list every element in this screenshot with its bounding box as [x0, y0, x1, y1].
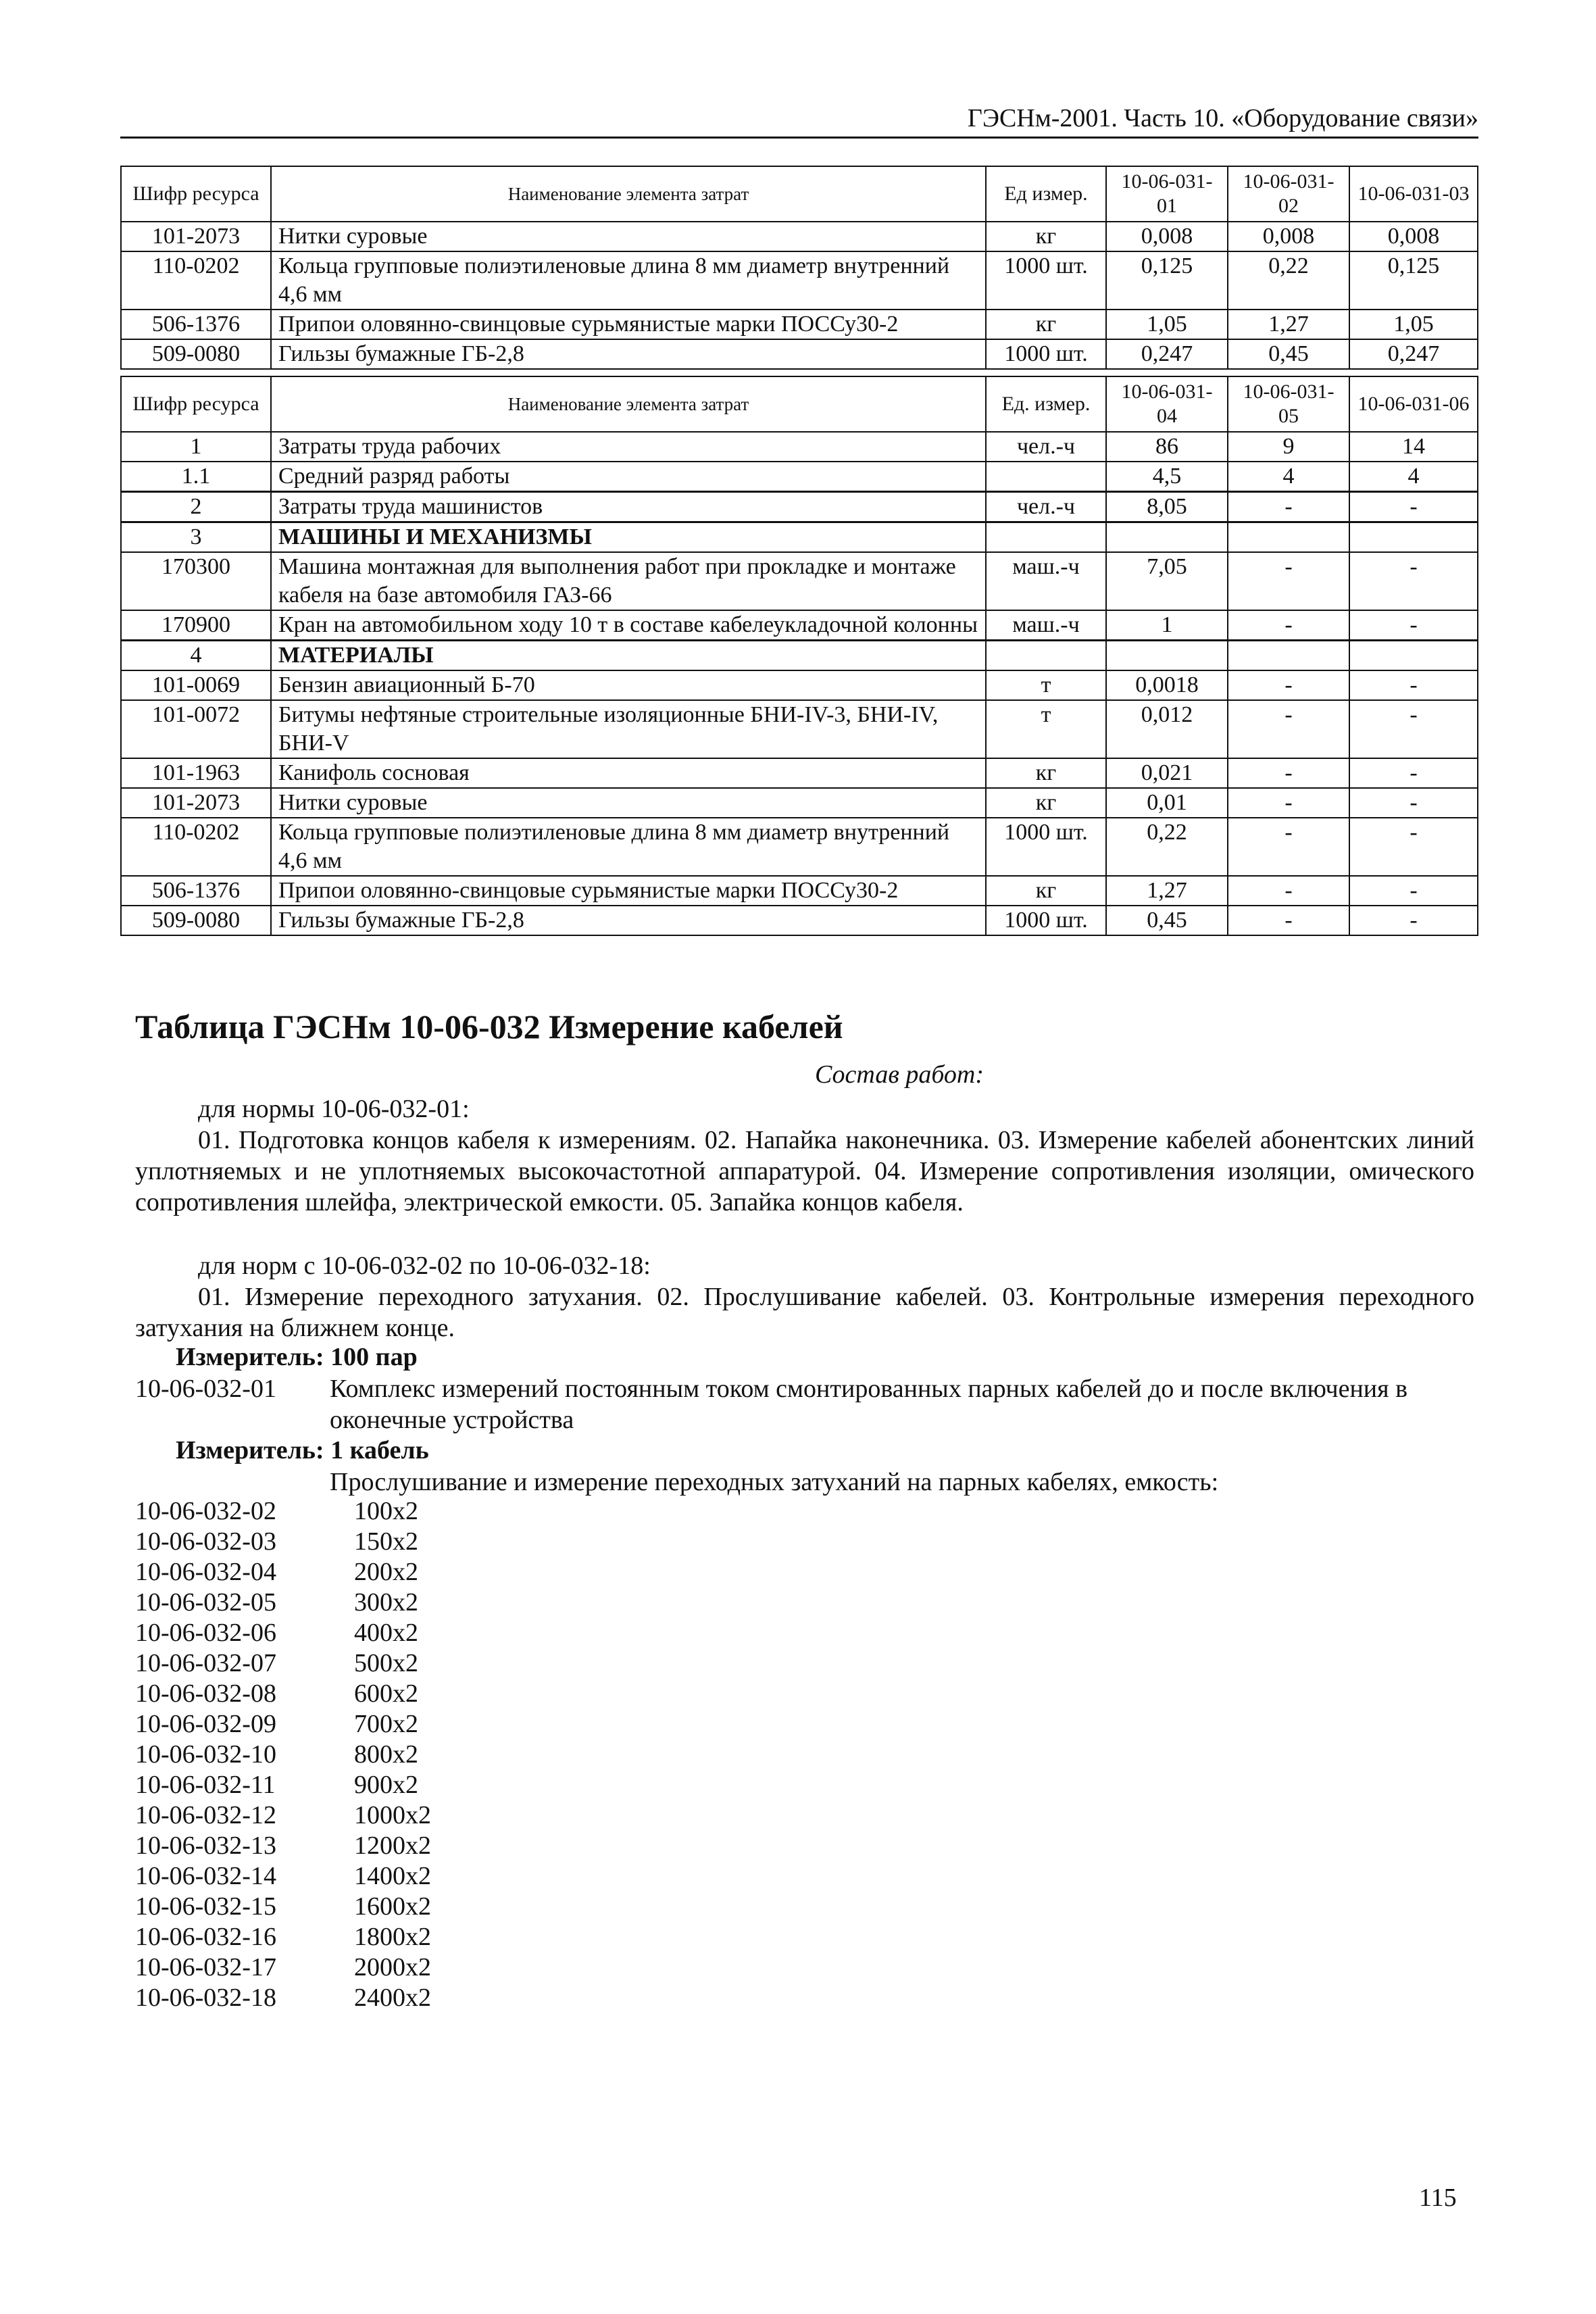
cell-name: МАШИНЫ И МЕХАНИЗМЫ	[271, 522, 986, 553]
cell-unit: т	[986, 670, 1106, 700]
cell-value: -	[1228, 876, 1349, 906]
norm-code: 10-06-032-10	[135, 1740, 276, 1769]
cell-value: -	[1228, 552, 1349, 610]
cell-value: -	[1349, 492, 1478, 522]
header-unit: Ед. измер.	[986, 376, 1106, 432]
norm-code: 10-06-032-11	[135, 1771, 276, 1799]
cell-value	[1106, 522, 1228, 553]
table2-body	[121, 432, 1478, 935]
capacity-row	[135, 1831, 431, 1861]
cell-value: 1,27	[1228, 310, 1349, 339]
cell-name: Припои оловянно-свинцовые сурьмянистые марки ПОССу30-2	[271, 310, 986, 339]
cell-value: 0,021	[1106, 758, 1228, 788]
capacity-list	[135, 1496, 431, 2013]
cell-value: -	[1349, 758, 1478, 788]
cell-code: 101-1963	[121, 758, 271, 788]
cell-code: 170900	[121, 610, 271, 641]
capacity-row	[135, 1800, 431, 1831]
cell-value: 1,27	[1106, 876, 1228, 906]
cell-name: Канифоль сосновая	[271, 758, 986, 788]
cell-value: -	[1228, 610, 1349, 641]
cell-unit: кг	[986, 758, 1106, 788]
norm2-intro: для норм с 10-06-032-02 по 10-06-032-18:	[198, 1252, 651, 1280]
table-row	[121, 492, 1478, 522]
capacity-row	[135, 1557, 431, 1587]
cell-code: 1.1	[121, 462, 271, 492]
cell-value: 0,012	[1106, 700, 1228, 758]
table-row	[121, 522, 1478, 553]
capacity-value: 1600x2	[354, 1892, 431, 1921]
cell-unit: чел.-ч	[986, 432, 1106, 462]
cell-value: 0,45	[1106, 906, 1228, 935]
norm-code: 10-06-032-06	[135, 1619, 276, 1647]
capacity-value: 200x2	[354, 1558, 418, 1586]
cell-value: 4,5	[1106, 462, 1228, 492]
cell-code: 2	[121, 492, 271, 522]
capacity-row	[135, 1618, 431, 1648]
cell-value	[1349, 522, 1478, 553]
table-row	[121, 310, 1478, 339]
cell-name: Нитки суровые	[271, 222, 986, 251]
cell-value: 0,247	[1349, 339, 1478, 369]
cell-value: 0,008	[1228, 222, 1349, 251]
cell-name: Гильзы бумажные ГБ-2,8	[271, 906, 986, 935]
norm-code: 10-06-032-18	[135, 1984, 276, 2012]
cell-code: 170300	[121, 552, 271, 610]
capacity-value: 700x2	[354, 1710, 418, 1738]
cell-value: 0,125	[1349, 251, 1478, 310]
resource-table-031-01-03	[120, 166, 1478, 370]
cell-value: -	[1228, 788, 1349, 818]
cell-code: 101-0069	[121, 670, 271, 700]
header-norm: 10-06-031-05	[1228, 376, 1349, 432]
cell-unit: кг	[986, 310, 1106, 339]
meter-1-cable: Измеритель: 1 кабель	[176, 1436, 429, 1464]
capacity-value: 300x2	[354, 1588, 418, 1617]
cell-name: Припои оловянно-свинцовые сурьмянистые марки ПОССу30-2	[271, 876, 986, 906]
capacity-row	[135, 1892, 431, 1922]
capacity-value: 2000x2	[354, 1953, 431, 1981]
header-name: Наименование элемента затрат	[271, 166, 986, 222]
header-norm: 10-06-031-02	[1228, 166, 1349, 222]
cell-value: -	[1349, 906, 1478, 935]
capacity-row	[135, 1983, 431, 2013]
composition-label: Состав работ:	[814, 1060, 984, 1089]
norm-code: 10-06-032-13	[135, 1831, 276, 1860]
running-header: ГЭСНм-2001. Часть 10. «Оборудование связи»	[120, 103, 1478, 139]
capacity-value: 1000x2	[354, 1801, 431, 1829]
table-row	[121, 222, 1478, 251]
cell-name: Нитки суровые	[271, 788, 986, 818]
cell-code: 4	[121, 641, 271, 671]
cell-value: 4	[1228, 462, 1349, 492]
cell-value: -	[1228, 700, 1349, 758]
listen-text: Прослушивание и измерение переходных затуханий на парных кабелях, емкость:	[330, 1468, 1219, 1496]
capacity-row	[135, 1952, 431, 1983]
cell-code: 506-1376	[121, 876, 271, 906]
capacity-row	[135, 1770, 431, 1800]
cell-value: 1,05	[1349, 310, 1478, 339]
cell-value: 0,22	[1228, 251, 1349, 310]
norm-code: 10-06-032-04	[135, 1558, 276, 1586]
capacity-value: 1400x2	[354, 1862, 431, 1890]
capacity-value: 400x2	[354, 1619, 418, 1647]
cell-value: -	[1228, 758, 1349, 788]
capacity-value: 2400x2	[354, 1984, 431, 2012]
header-name: Наименование элемента затрат	[271, 376, 986, 432]
cell-unit: кг	[986, 876, 1106, 906]
cell-value: -	[1349, 610, 1478, 641]
capacity-value: 600x2	[354, 1679, 418, 1708]
norm1-intro: для нормы 10-06-032-01:	[198, 1095, 470, 1123]
cell-name: Средний разряд работы	[271, 462, 986, 492]
cell-unit: маш.-ч	[986, 610, 1106, 641]
cell-value: -	[1349, 700, 1478, 758]
cell-value: 0,247	[1106, 339, 1228, 369]
cell-value: 0,008	[1106, 222, 1228, 251]
table-row	[121, 552, 1478, 610]
cell-value: 86	[1106, 432, 1228, 462]
norm-code: 10-06-032-08	[135, 1679, 276, 1708]
capacity-row	[135, 1740, 431, 1770]
table-row	[121, 339, 1478, 369]
cell-code: 1	[121, 432, 271, 462]
cell-name: Кран на автомобильном ходу 10 т в составе кабелеукладочной колонны	[271, 610, 986, 641]
cell-code: 506-1376	[121, 310, 271, 339]
cell-value	[1228, 641, 1349, 671]
cell-name: Кольца групповые полиэтиленовые длина 8 мм диаметр внутренний 4,6 мм	[271, 251, 986, 310]
cell-code: 110-0202	[121, 251, 271, 310]
capacity-row	[135, 1709, 431, 1740]
section-title: Таблица ГЭСНм 10-06-032 Измерение кабелей	[135, 1008, 843, 1045]
cell-value: 0,22	[1106, 818, 1228, 876]
cell-unit: маш.-ч	[986, 552, 1106, 610]
cell-value	[1349, 641, 1478, 671]
cell-unit	[986, 462, 1106, 492]
table-row	[121, 876, 1478, 906]
capacity-value: 100x2	[354, 1497, 418, 1525]
norm-code: 10-06-032-12	[135, 1801, 276, 1829]
cell-value: 0,125	[1106, 251, 1228, 310]
header-norm: 10-06-031-06	[1349, 376, 1478, 432]
meter-100-pairs: Измеритель: 100 пар	[176, 1343, 418, 1371]
cell-code: 509-0080	[121, 906, 271, 935]
capacity-value: 150x2	[354, 1527, 418, 1556]
norm-code: 10-06-032-15	[135, 1892, 276, 1921]
header-norm: 10-06-031-04	[1106, 376, 1228, 432]
capacity-value: 900x2	[354, 1771, 418, 1799]
capacity-value: 800x2	[354, 1740, 418, 1769]
cell-unit: 1000 шт.	[986, 818, 1106, 876]
cell-value: -	[1349, 876, 1478, 906]
resource-table-031-04-06	[120, 376, 1478, 936]
cell-value: -	[1349, 552, 1478, 610]
table-row	[121, 758, 1478, 788]
header-code: Шифр ресурса	[121, 376, 271, 432]
cell-name: Затраты труда машинистов	[271, 492, 986, 522]
cell-value: -	[1228, 670, 1349, 700]
norm-code: 10-06-032-03	[135, 1527, 276, 1556]
capacity-row	[135, 1496, 431, 1527]
capacity-row	[135, 1587, 431, 1618]
capacity-value: 1200x2	[354, 1831, 431, 1860]
capacity-value: 500x2	[354, 1649, 418, 1677]
table-row	[121, 670, 1478, 700]
cell-value	[1106, 641, 1228, 671]
cell-name: Бензин авиационный Б-70	[271, 670, 986, 700]
cell-value: -	[1228, 492, 1349, 522]
capacity-row	[135, 1861, 431, 1892]
cell-name: МАТЕРИАЛЫ	[271, 641, 986, 671]
cell-value: 4	[1349, 462, 1478, 492]
norm-code: 10-06-032-07	[135, 1649, 276, 1677]
table-row	[121, 610, 1478, 641]
norm-row-01	[135, 1373, 1478, 1435]
capacity-row	[135, 1922, 431, 1952]
cell-code: 509-0080	[121, 339, 271, 369]
cell-unit	[986, 522, 1106, 553]
capacity-row	[135, 1648, 431, 1679]
cell-value: -	[1349, 670, 1478, 700]
norm-code: 10-06-032-01	[135, 1375, 276, 1403]
cell-value: 1	[1106, 610, 1228, 641]
norm-code: 10-06-032-16	[135, 1923, 276, 1951]
norm-code: 10-06-032-17	[135, 1953, 276, 1981]
header-unit: Ед измер.	[986, 166, 1106, 222]
cell-value: 8,05	[1106, 492, 1228, 522]
norm1-text: 01. Подготовка концов кабеля к измерениям. 02. Напайка наконечника. 03. Измерение кабелей абонентских линий уплотняемых и не уплотняемых высокочастотной аппаратурой. 04. Измерение сопротивления изоляции, омического сопротивления шлейфа, электрической емкости. 05. Запайка концов кабеля.	[135, 1126, 1474, 1216]
capacity-value: 1800x2	[354, 1923, 431, 1951]
cell-code: 101-2073	[121, 788, 271, 818]
table-row	[121, 818, 1478, 876]
cell-code: 101-2073	[121, 222, 271, 251]
cell-unit: 1000 шт.	[986, 251, 1106, 310]
page-number: 115	[1419, 2184, 1457, 2212]
table-row	[121, 700, 1478, 758]
cell-value	[1228, 522, 1349, 553]
cell-unit	[986, 641, 1106, 671]
cell-code: 110-0202	[121, 818, 271, 876]
cell-unit: т	[986, 700, 1106, 758]
cell-value: 0,01	[1106, 788, 1228, 818]
table-row	[121, 432, 1478, 462]
capacity-row	[135, 1527, 431, 1557]
norm-code: 10-06-032-09	[135, 1710, 276, 1738]
cell-value: -	[1228, 906, 1349, 935]
cell-value: 0,008	[1349, 222, 1478, 251]
cell-unit: 1000 шт.	[986, 906, 1106, 935]
cell-unit: чел.-ч	[986, 492, 1106, 522]
header-norm: 10-06-031-03	[1349, 166, 1478, 222]
cell-unit: 1000 шт.	[986, 339, 1106, 369]
cell-value: 0,45	[1228, 339, 1349, 369]
cell-value: -	[1349, 818, 1478, 876]
norm-text: Комплекс измерений постоянным током смонтированных парных кабелей до и после включения в оконечные устройства	[330, 1375, 1408, 1434]
norm-code: 10-06-032-05	[135, 1588, 276, 1617]
cell-code: 101-0072	[121, 700, 271, 758]
capacity-row	[135, 1679, 431, 1709]
table-row	[121, 788, 1478, 818]
cell-value: 9	[1228, 432, 1349, 462]
table-row	[121, 462, 1478, 492]
cell-value: 1,05	[1106, 310, 1228, 339]
cell-name: Кольца групповые полиэтиленовые длина 8 мм диаметр внутренний 4,6 мм	[271, 818, 986, 876]
norm-code: 10-06-032-02	[135, 1497, 276, 1525]
cell-name: Битумы нефтяные строительные изоляционные БНИ-IV-3, БНИ-IV, БНИ-V	[271, 700, 986, 758]
cell-unit: кг	[986, 222, 1106, 251]
cell-code: 3	[121, 522, 271, 553]
table-row	[121, 251, 1478, 310]
cell-value: -	[1228, 818, 1349, 876]
table1-body	[121, 222, 1478, 369]
cell-name: Гильзы бумажные ГБ-2,8	[271, 339, 986, 369]
cell-value: -	[1349, 788, 1478, 818]
table-row	[121, 906, 1478, 935]
cell-value: 14	[1349, 432, 1478, 462]
cell-unit: кг	[986, 788, 1106, 818]
header-code: Шифр ресурса	[121, 166, 271, 222]
cell-name: Машина монтажная для выполнения работ при прокладке и монтаже кабеля на базе автомобиля ГАЗ-66	[271, 552, 986, 610]
cell-value: 0,0018	[1106, 670, 1228, 700]
header-norm: 10-06-031-01	[1106, 166, 1228, 222]
cell-name: Затраты труда рабочих	[271, 432, 986, 462]
norm-code: 10-06-032-14	[135, 1862, 276, 1890]
norm2-text: 01. Измерение переходного затухания. 02. Прослушивание кабелей. 03. Контрольные измерения переходного затухания на ближнем конце.	[135, 1283, 1474, 1342]
cell-value: 7,05	[1106, 552, 1228, 610]
table-row	[121, 641, 1478, 671]
